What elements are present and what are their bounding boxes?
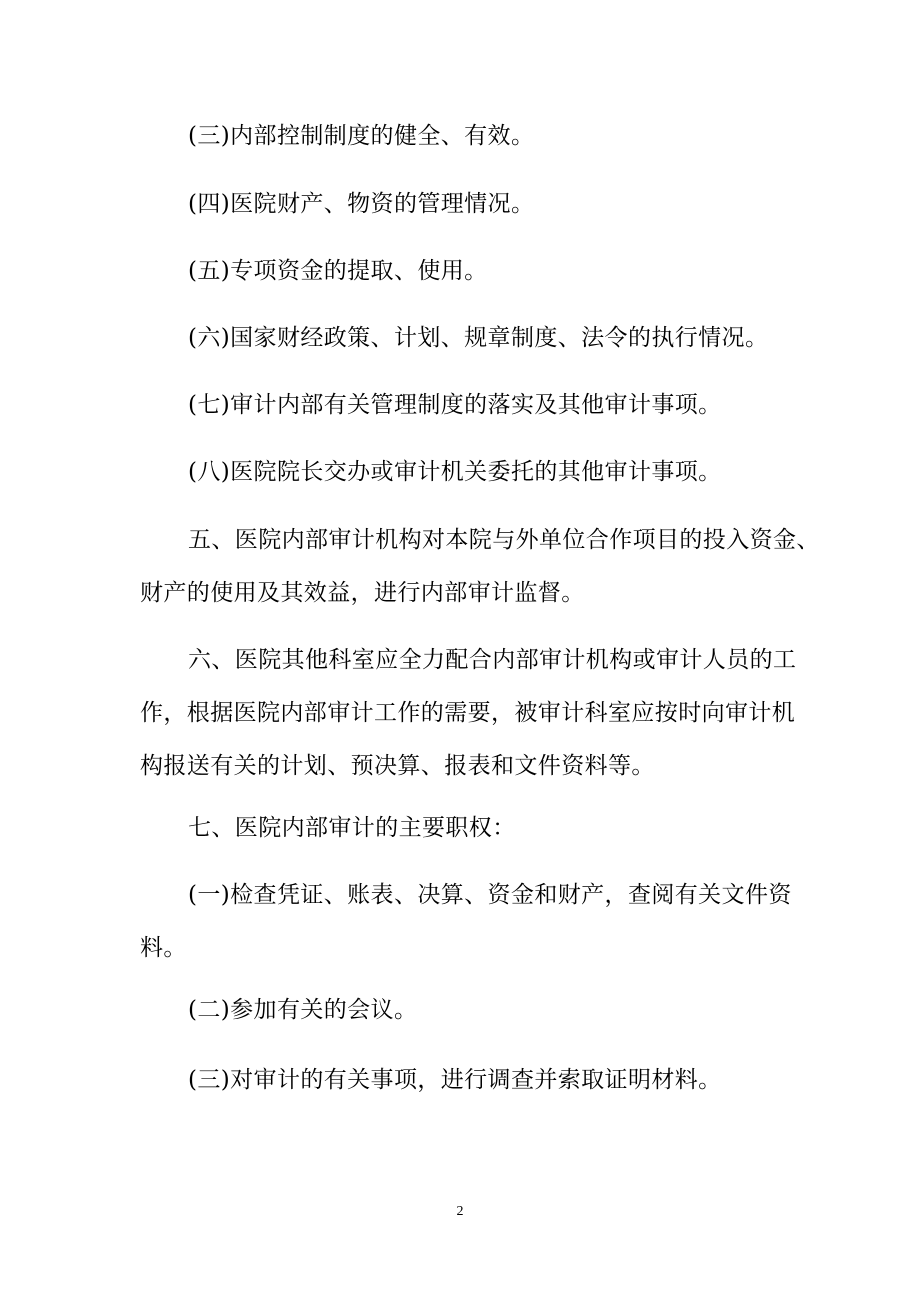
text-line: (五)专项资金的提取、使用。 xyxy=(188,258,488,284)
text-line: (四)医院财产、物资的管理情况。 xyxy=(188,191,535,217)
item-wu xyxy=(188,245,838,298)
item-san xyxy=(188,110,838,163)
item-si xyxy=(188,178,838,231)
text-line: (二)参加有关的会议。 xyxy=(188,997,418,1023)
text-line: (八)医院院长交办或审计机关委托的其他审计事项。 xyxy=(188,459,722,485)
text-line: (三)内部控制制度的健全、有效。 xyxy=(188,123,535,149)
page-number: 2 xyxy=(456,1204,464,1219)
power-item-yi xyxy=(140,869,790,975)
text-line: 五、医院内部审计机构对本院与外单位合作项目的投入资金、 xyxy=(188,527,820,553)
power-item-san xyxy=(188,1054,838,1107)
text-line: 作，根据医院内部审计工作的需要，被审计科室应按时向审计机 xyxy=(140,700,796,726)
item-qi xyxy=(188,379,838,432)
text-line: (六)国家财经政策、计划、规章制度、法令的执行情况。 xyxy=(188,325,769,351)
item-liu xyxy=(188,312,838,365)
section-six-paragraph xyxy=(140,634,797,793)
text-line: 料。 xyxy=(140,935,187,961)
text-line: 构报送有关的计划、预决算、报表和文件资料等。 xyxy=(140,753,655,779)
text-line: (三)对审计的有关事项，进行调查并索取证明材料。 xyxy=(188,1067,722,1093)
item-ba xyxy=(188,446,838,499)
text-line: 财产的使用及其效益，进行内部审计监督。 xyxy=(140,580,585,606)
text-line: (一)检查凭证、账表、决算、资金和财产，查阅有关文件资 xyxy=(188,882,792,908)
text-line: (七)审计内部有关管理制度的落实及其他审计事项。 xyxy=(188,392,722,418)
text-line: 六、医院其他科室应全力配合内部审计机构或审计人员的工 xyxy=(188,647,797,673)
power-item-er xyxy=(188,984,838,1037)
section-five-paragraph xyxy=(140,514,820,620)
section-seven-heading xyxy=(140,802,790,855)
text-line: 七、医院内部审计的主要职权： xyxy=(188,815,516,841)
